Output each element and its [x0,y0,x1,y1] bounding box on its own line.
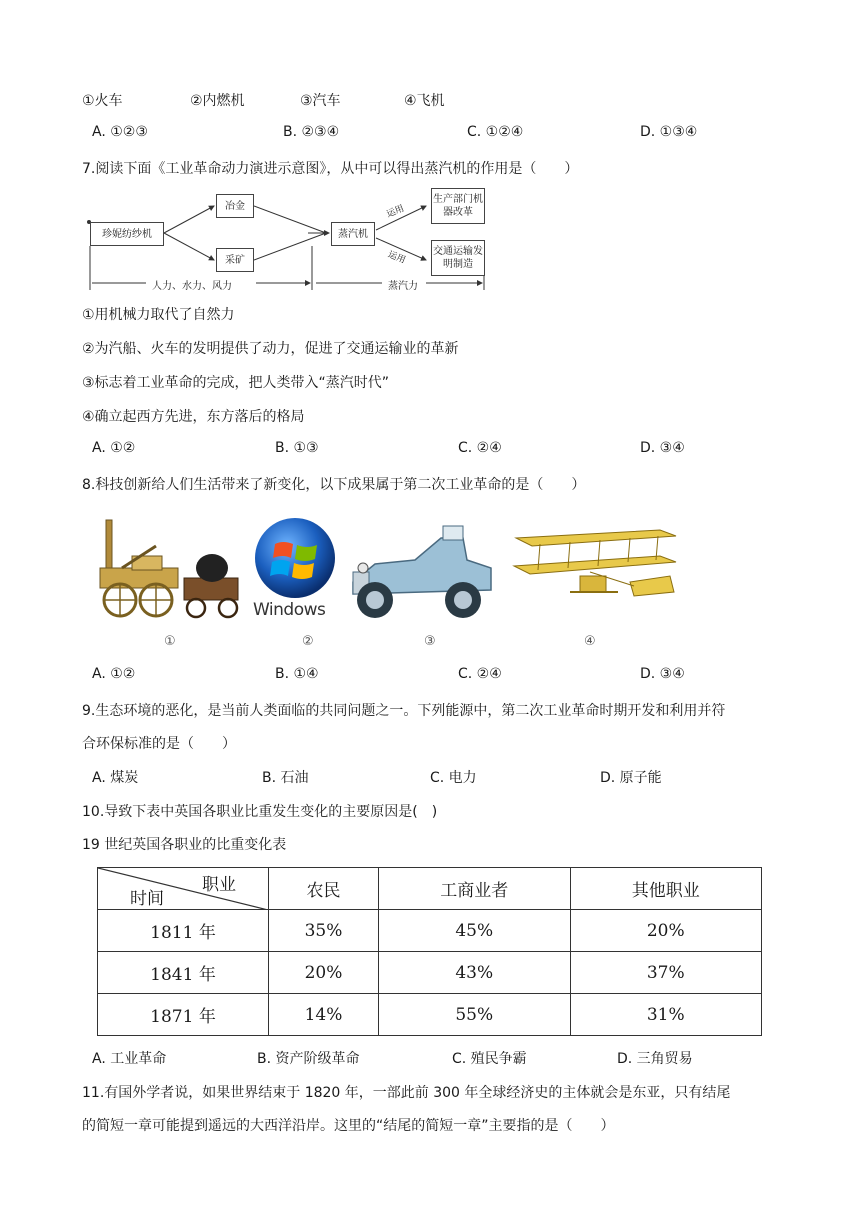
table-cell: 37% [570,952,762,994]
q7-statement-3: ③标志着工业革命的完成，把人类带入“蒸汽时代” [82,375,390,391]
diagram-box-transport: 交通运输发明制造 [431,240,485,276]
q11-stem-line-1: 11.有国外学者说，如果世界结束于 1820 年，一部此前 300 年全球经济史的主体就会是东亚，只有结尾 [82,1085,731,1101]
q8-option-b[interactable]: B. ①④ [275,666,319,682]
diagram-box-mining: 采矿 [216,248,254,272]
q7-option-c[interactable]: C. ②④ [458,440,502,456]
table-row [98,910,762,952]
table-cell: 45% [379,910,570,952]
q9-option-b[interactable]: B. 石油 [262,770,309,786]
pic-label-3: ③ [424,634,436,649]
q11-stem-line-2: 的简短一章可能提到遥远的大西洋沿岸。这里的“结尾的简短一章”主要指的是（ ） [82,1118,615,1134]
corner-label-time: 时间 [130,889,164,909]
windows-logo-text: Windows [253,600,326,620]
table-cell: 31% [570,994,762,1036]
diagram-arrow-label-bottom: 运用 [386,249,407,266]
q9-option-d[interactable]: D. 原子能 [600,770,662,786]
q7-option-b[interactable]: B. ①③ [275,440,319,456]
q6-option-c[interactable]: C. ①②④ [467,124,524,140]
airplane-illustration [510,516,682,624]
diagram-arrow-label-top: 运用 [385,203,406,220]
q7-option-a[interactable]: A. ①② [92,440,136,456]
q6-item-4: ④飞机 [404,93,445,109]
pic-label-4: ④ [584,634,596,649]
q6-item-3: ③汽车 [300,93,341,109]
windows-logo-icon [253,516,337,600]
table-cell: 1871 年 [98,994,269,1036]
q7-option-d[interactable]: D. ③④ [640,440,685,456]
table-row [98,952,762,994]
q10-table-title: 19 世纪英国各职业的比重变化表 [82,837,287,853]
corner-diagonal [98,868,268,910]
q8-option-d[interactable]: D. ③④ [640,666,685,682]
locomotive-image [92,516,242,624]
q6-option-b[interactable]: B. ②③④ [283,124,340,140]
q10-option-a[interactable]: A. 工业革命 [92,1051,167,1067]
q10-option-d[interactable]: D. 三角贸易 [617,1051,693,1067]
pic-label-2: ② [302,634,314,649]
q9-stem-line-1: 9.生态环境的恶化，是当前人类面临的共同问题之一。下列能源中，第二次工业革命时期开发和利用并符 [82,703,726,719]
q8-option-a[interactable]: A. ①② [92,666,136,682]
table-row [98,994,762,1036]
table-cell: 20% [570,910,762,952]
q8-options [92,666,772,688]
table-header-cell: 其他职业 [570,868,762,910]
table-cell: 1841 年 [98,952,269,994]
table-corner-cell [98,868,269,910]
table-cell: 35% [269,910,379,952]
q6-options [92,124,772,146]
q9-stem-line-2: 合环保标准的是（ ） [82,736,236,752]
q7-options [92,440,772,462]
windows-logo-image [253,516,337,624]
corner-label-occupation: 职业 [202,875,236,895]
vintage-car-illustration [345,516,497,624]
diagram-axis-label-right: 蒸汽力 [388,281,418,292]
diagram-box-steam-engine: 蒸汽机 [331,222,375,246]
q6-option-a[interactable]: A. ①②③ [92,124,148,140]
table-cell: 55% [379,994,570,1036]
q10-stem: 10.导致下表中英国各职业比重发生变化的主要原因是( ) [82,804,438,820]
q7-stem: 7.阅读下面《工业革命动力演进示意图》，从中可以得出蒸汽机的作用是（ ） [82,161,579,177]
q10-option-c[interactable]: C. 殖民争霸 [452,1051,527,1067]
q9-option-c[interactable]: C. 电力 [430,770,477,786]
pic-label-1: ① [164,634,176,649]
q9-options [92,767,772,789]
table-cell: 14% [269,994,379,1036]
q6-option-d[interactable]: D. ①③④ [640,124,698,140]
diagram-axis-label-left: 人力、水力、风力 [152,281,232,292]
q7-statement-4: ④确立起西方先进，东方落后的格局 [82,409,305,425]
q10-option-b[interactable]: B. 资产阶级革命 [257,1051,360,1067]
q7-statement-2: ②为汽船、火车的发明提供了动力，促进了交通运输业的革新 [82,341,459,357]
diagram-box-production: 生产部门机器改革 [431,188,485,224]
locomotive-illustration [92,516,242,624]
q8-option-c[interactable]: C. ②④ [458,666,502,682]
q8-stem: 8.科技创新给人们生活带来了新变化，以下成果属于第二次工业革命的是（ ） [82,477,586,493]
q10-options [92,1048,772,1070]
diagram-box-spinning-jenny: 珍妮纺纱机 [90,222,164,246]
table-cell: 20% [269,952,379,994]
diagram-box-metallurgy: 冶金 [216,194,254,218]
q6-item-2: ②内燃机 [190,93,245,109]
table-cell: 1811 年 [98,910,269,952]
early-airplane-image [510,516,682,624]
occupation-table [97,867,762,1036]
vintage-car-image [345,516,497,624]
q9-option-a[interactable]: A. 煤炭 [92,770,139,786]
table-header-row [98,868,762,910]
table-cell: 43% [379,952,570,994]
table-header-cell: 农民 [269,868,379,910]
q7-statement-1: ①用机械力取代了自然力 [82,307,235,323]
q7-diagram [86,186,488,292]
table-header-cell: 工商业者 [379,868,570,910]
q6-item-1: ①火车 [82,93,123,109]
